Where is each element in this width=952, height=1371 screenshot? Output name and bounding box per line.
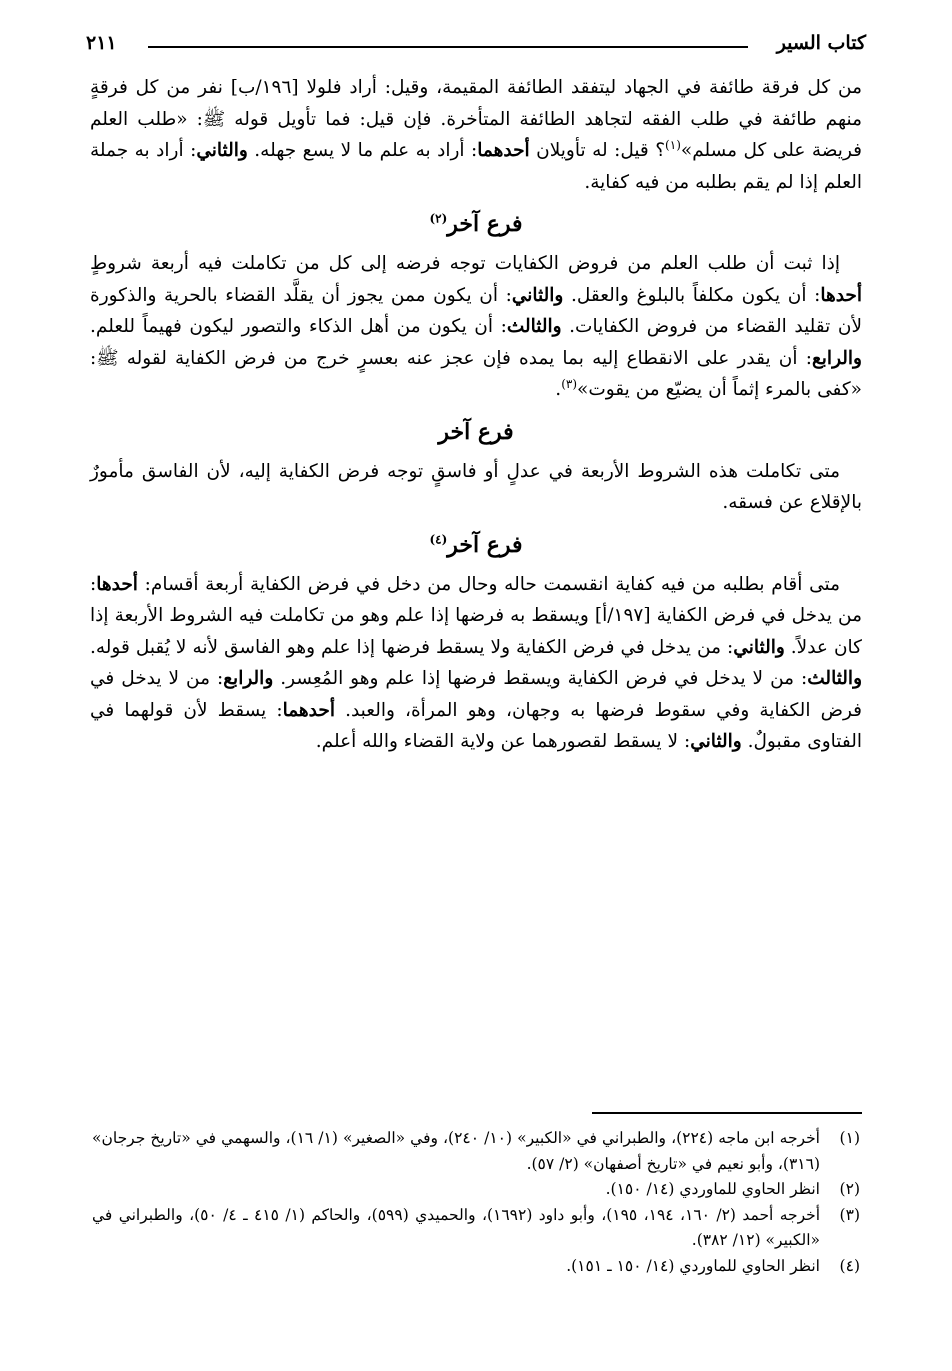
text-run: : أراد به علم ما لا يسع جهله.: [247, 140, 478, 161]
footnote-text: انظر الحاوي للماوردي (١٤/ ١٥٠ ـ ١٥١).: [566, 1256, 820, 1275]
footnote-ref: (٤): [429, 532, 448, 547]
bold-term: والرابع: [223, 668, 274, 689]
text-run: : من لا يدخل في فرض الكفاية وفي سقوط فرضها به وجهان، وهو المرأة، والعبد.: [90, 668, 863, 721]
footnote-text: انظر الحاوي للماوردي (١٤/ ١٥٠).: [605, 1180, 820, 1198]
footnote: [92, 1203, 860, 1254]
page-number: ٢١١: [86, 32, 117, 54]
footnote-text: أخرجه ابن ماجه (٢٢٤)، والطبراني في «الكبير» (١٠/ ٢٤٠)، وفي «الصغير» (١/ ١٦)، والسهمي في «تاريخ جرجان» (٣١٦)، وأبو نعيم في «تاريخ أصفهان» (٢/ ٥٧).: [92, 1129, 820, 1173]
bold-term: والثاني: [733, 636, 785, 658]
paragraph-3: [90, 456, 862, 519]
heading-text: فرع آخر: [438, 418, 514, 445]
text-run: : أن يكون من أهل الذكاء والتصور ليكون فهيماً للعلم.: [90, 316, 507, 337]
bold-term: والثالث: [807, 668, 862, 689]
footnote-ref: (١): [665, 137, 681, 152]
footnote-number: (١): [839, 1129, 860, 1147]
main-text: [90, 72, 862, 758]
paragraph-1: [90, 72, 862, 198]
heading-text: فرع آخر: [447, 211, 523, 237]
text-run: : أراد به جملة العلم إذا لم يقم بطلبه من فيه كفاية.: [90, 140, 862, 193]
bold-term: والثاني: [196, 140, 248, 161]
heading-text: فرع آخر: [447, 531, 523, 558]
footnote-text: أخرجه أحمد (٢/ ١٦٠، ١٩٤، ١٩٥)، وأبو داود (١٦٩٢)، والحميدي (٥٩٩)، والحاكم (١/ ٤١٥ ـ ٤/ ٥٠)، والطبراني في «الكبير» (١٢/ ٣٨٢).: [92, 1205, 821, 1249]
text-run: ؟ قيل: له تأويلان: [529, 140, 666, 161]
section-heading: [90, 204, 862, 244]
text-run: : لا يسقط لقصورهما عن ولاية القضاء والله أعلم.: [315, 731, 691, 752]
footnote-number: (٢): [839, 1180, 860, 1198]
text-run: : من لا يدخل في فرض الكفاية ويسقط فرضها إذا علم وهو المُعِسر.: [273, 668, 808, 689]
paragraph-2: [90, 248, 862, 406]
bold-term: أحدها: [96, 573, 138, 595]
text-run: إذا ثبت أن طلب العلم من فروض الكفايات توجه فرضه إلى كل من تكاملت فيه أربعة شروطٍ: [90, 253, 840, 274]
text-run: متى أقام بطلبه من فيه كفاية انقسمت حاله وحال من دخل في فرض الكفاية أربعة أقسام:: [137, 573, 840, 595]
chapter-title: كتاب السير: [776, 32, 866, 54]
running-header: [86, 28, 866, 62]
footnotes: [92, 1126, 860, 1279]
section-heading: [90, 412, 862, 452]
header-rule: [148, 46, 748, 48]
bold-term: أحدهما: [477, 140, 530, 161]
footnote: [92, 1177, 860, 1203]
bold-term: أحدهما: [282, 699, 335, 721]
footnote-number: (٤): [839, 1256, 860, 1275]
footnote-number: (٣): [839, 1205, 860, 1224]
text-run: : من يدخل في فرض الكفاية [١٩٧/أ] ويسقط به فرضها إذا علم وهو من تكاملت فيه الشروط الأربعة إذا كان عدلاً.: [90, 573, 862, 658]
section-heading: [90, 525, 862, 565]
text-run: : يسقط لأن قولهما في الفتاوى مقبولٌ.: [90, 699, 862, 752]
text-run: متى تكاملت هذه الشروط الأربعة في عدلٍ أو فاسقٍ توجه فرض الكفاية إليه، لأن الفاسق مأمورٌ بالإقلاع عن فسقه.: [90, 460, 862, 513]
text-run: : أن يكون ممن يجوز أن يقلَّد القضاء بالحرية والذكورة لأن تقليد القضاء من فروض الكفايات.: [90, 284, 862, 337]
text-run: : أن يقدر على الانقطاع إليه بما يمده فإن عجز عنه بعسرٍ خرج من فرض الكفاية لقوله ﷺ: «كفى بالمرء إثماً أن يضيّع من يقوت»: [90, 347, 862, 400]
text-run: .: [555, 379, 562, 400]
footnote-separator: [592, 1112, 862, 1114]
bold-term: والثالث: [506, 316, 562, 337]
bold-term: أحدها: [820, 284, 863, 306]
footnote-ref: (٣): [561, 376, 578, 391]
bold-term: والرابع: [811, 347, 862, 369]
bold-term: والثاني: [511, 284, 564, 306]
paragraph-4: [90, 569, 862, 758]
footnote: [92, 1254, 860, 1280]
footnote-ref: (٢): [429, 211, 448, 226]
bold-term: والثاني: [690, 731, 742, 752]
text-run: : أن يكون مكلفاً بالبلوغ والعقل.: [563, 284, 821, 306]
footnote: [92, 1126, 860, 1177]
text-run: من كل فرقة طائفة في الجهاد ليتفقد الطائفة المقيمة، وقيل: أراد فلولا [١٩٦/ب] نفر من كل فرقةٍ منهم طائفة في طلب الفقه لتجاهد الطائفة المتأخرة. فإن قيل: فما تأويل قوله ﷺ: «طلب العلم فريضة على كل مسلم»: [90, 77, 862, 161]
text-run: : من يدخل في فرض الكفاية ولا يسقط فرضها إذا علم وهو الفاسق لأنه لا يُقبل قوله.: [90, 636, 734, 658]
